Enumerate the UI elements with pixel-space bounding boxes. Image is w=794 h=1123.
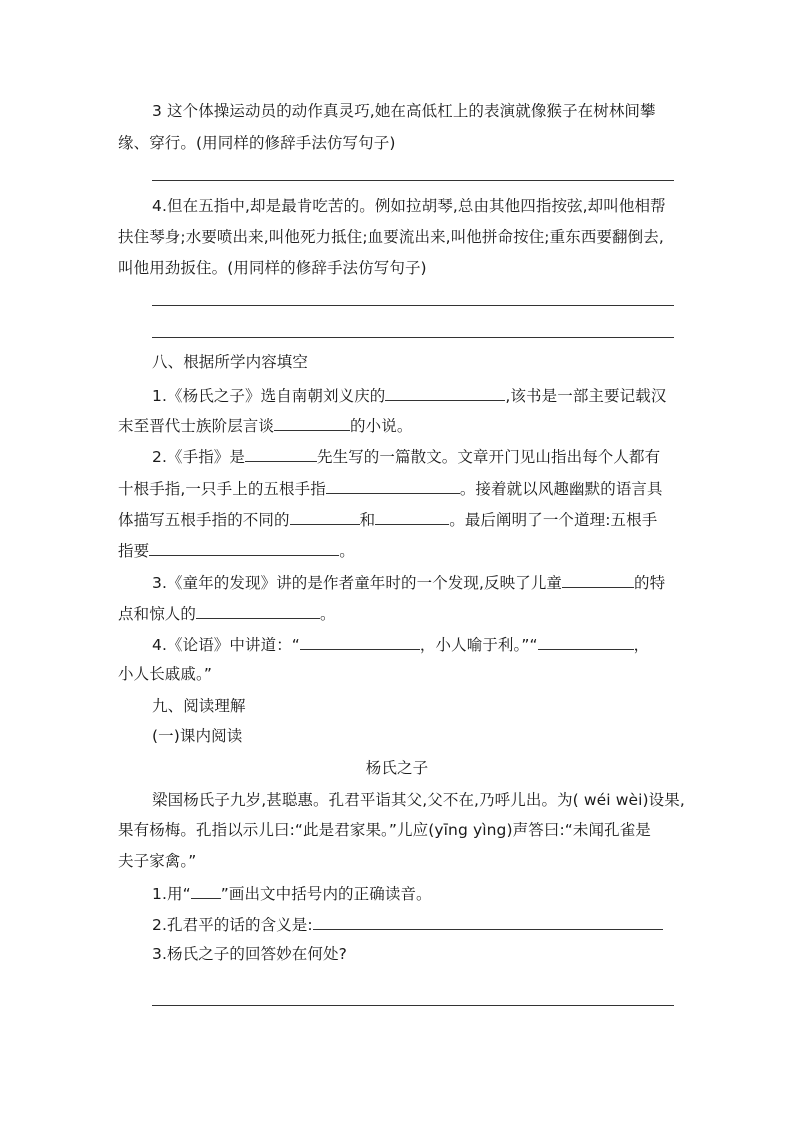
s8-item2-line1: 2.《手指》是 先生写的一篇散文。文章开门见山指出每个人都有 (152, 445, 660, 467)
answer-line-q4-2[interactable] (152, 337, 674, 338)
q3-line-1: 3 这个体操运动员的动作真灵巧,她在高低杠上的表演就像猴子在树林间攀 (152, 102, 656, 120)
answer-field-q2[interactable] (313, 913, 663, 930)
blank-field[interactable] (375, 508, 449, 525)
s8-item2-line3: 体描写五根手指的不同的 和 。最后阐明了一个道理:五根手 (118, 508, 657, 530)
s8-item1-line2: 末至晋代士族阶层言谈 的小说。 (118, 414, 412, 436)
s8-item3-line2: 点和惊人的 。 (118, 602, 336, 624)
blank-field[interactable] (274, 414, 350, 431)
q3-line-2: 缘、穿行。(用同样的修辞手法仿写句子) (118, 134, 396, 152)
s8-item4-line1: 4.《论语》中讲道：“ ，小人喻于利。”“ ， (152, 633, 649, 655)
s9-question-2: 2.孔君平的话的含义是: (152, 913, 663, 935)
s8-item4-line2: 小人长戚戚。” (118, 665, 212, 683)
answer-line-q4-1[interactable] (152, 305, 674, 306)
blank-field[interactable] (149, 539, 339, 556)
s9-question-1: 1.用“ ”画出文中括号内的正确读音。 (152, 882, 432, 904)
blank-field[interactable] (290, 508, 360, 525)
s8-item2-line2: 十根手指,一只手上的五根手指 。接着就以风趣幽默的语言具 (118, 477, 663, 499)
blank-field[interactable] (385, 384, 505, 401)
answer-line-s9-q3[interactable] (152, 1005, 674, 1006)
passage-line-2: 果有杨梅。孔指以示儿曰:“此是君家果。”儿应(yīng yìng)声答曰:“未闻孔雀是 (118, 821, 651, 839)
blank-field[interactable] (300, 633, 420, 650)
s8-item2-line4: 指要 。 (118, 539, 355, 561)
s8-item3-line1: 3.《童年的发现》讲的是作者童年时的一个发现,反映了儿童 的特 (152, 571, 665, 593)
blank-field[interactable] (538, 633, 634, 650)
underline-sample (191, 882, 221, 899)
section-9-subtitle: (一)课内阅读 (152, 727, 243, 745)
blank-field[interactable] (196, 602, 320, 619)
blank-field[interactable] (562, 571, 634, 588)
s9-question-3: 3.杨氏之子的回答妙在何处? (152, 945, 347, 963)
passage-line-3: 夫子家禽。” (118, 852, 197, 870)
blank-field[interactable] (245, 445, 317, 462)
answer-line-q3[interactable] (152, 180, 674, 181)
passage-title: 杨氏之子 (365, 759, 429, 777)
q4-line-2: 扶住琴身;水要喷出来,叫他死力抵住;血要流出来,叫他拼命按住;重东西要翻倒去, (118, 228, 664, 246)
blank-field[interactable] (326, 477, 460, 494)
passage-line-1: 梁国杨氏子九岁,甚聪惠。孔君平诣其父,父不在,乃呼儿出。为( wéi wèi)设果, (152, 791, 685, 809)
section-8-title: 八、根据所学内容填空 (152, 353, 309, 371)
q4-line-3: 叫他用劲扳住。(用同样的修辞手法仿写句子) (118, 259, 427, 277)
q4-line-1: 4.但在五指中,却是最肯吃苦的。例如拉胡琴,总由其他四指按弦,却叫他相帮 (152, 197, 666, 215)
s8-item1-line1: 1.《杨氏之子》选自南朝刘义庆的 ,该书是一部主要记载汉 (152, 384, 666, 406)
section-9-title: 九、阅读理解 (152, 697, 246, 715)
